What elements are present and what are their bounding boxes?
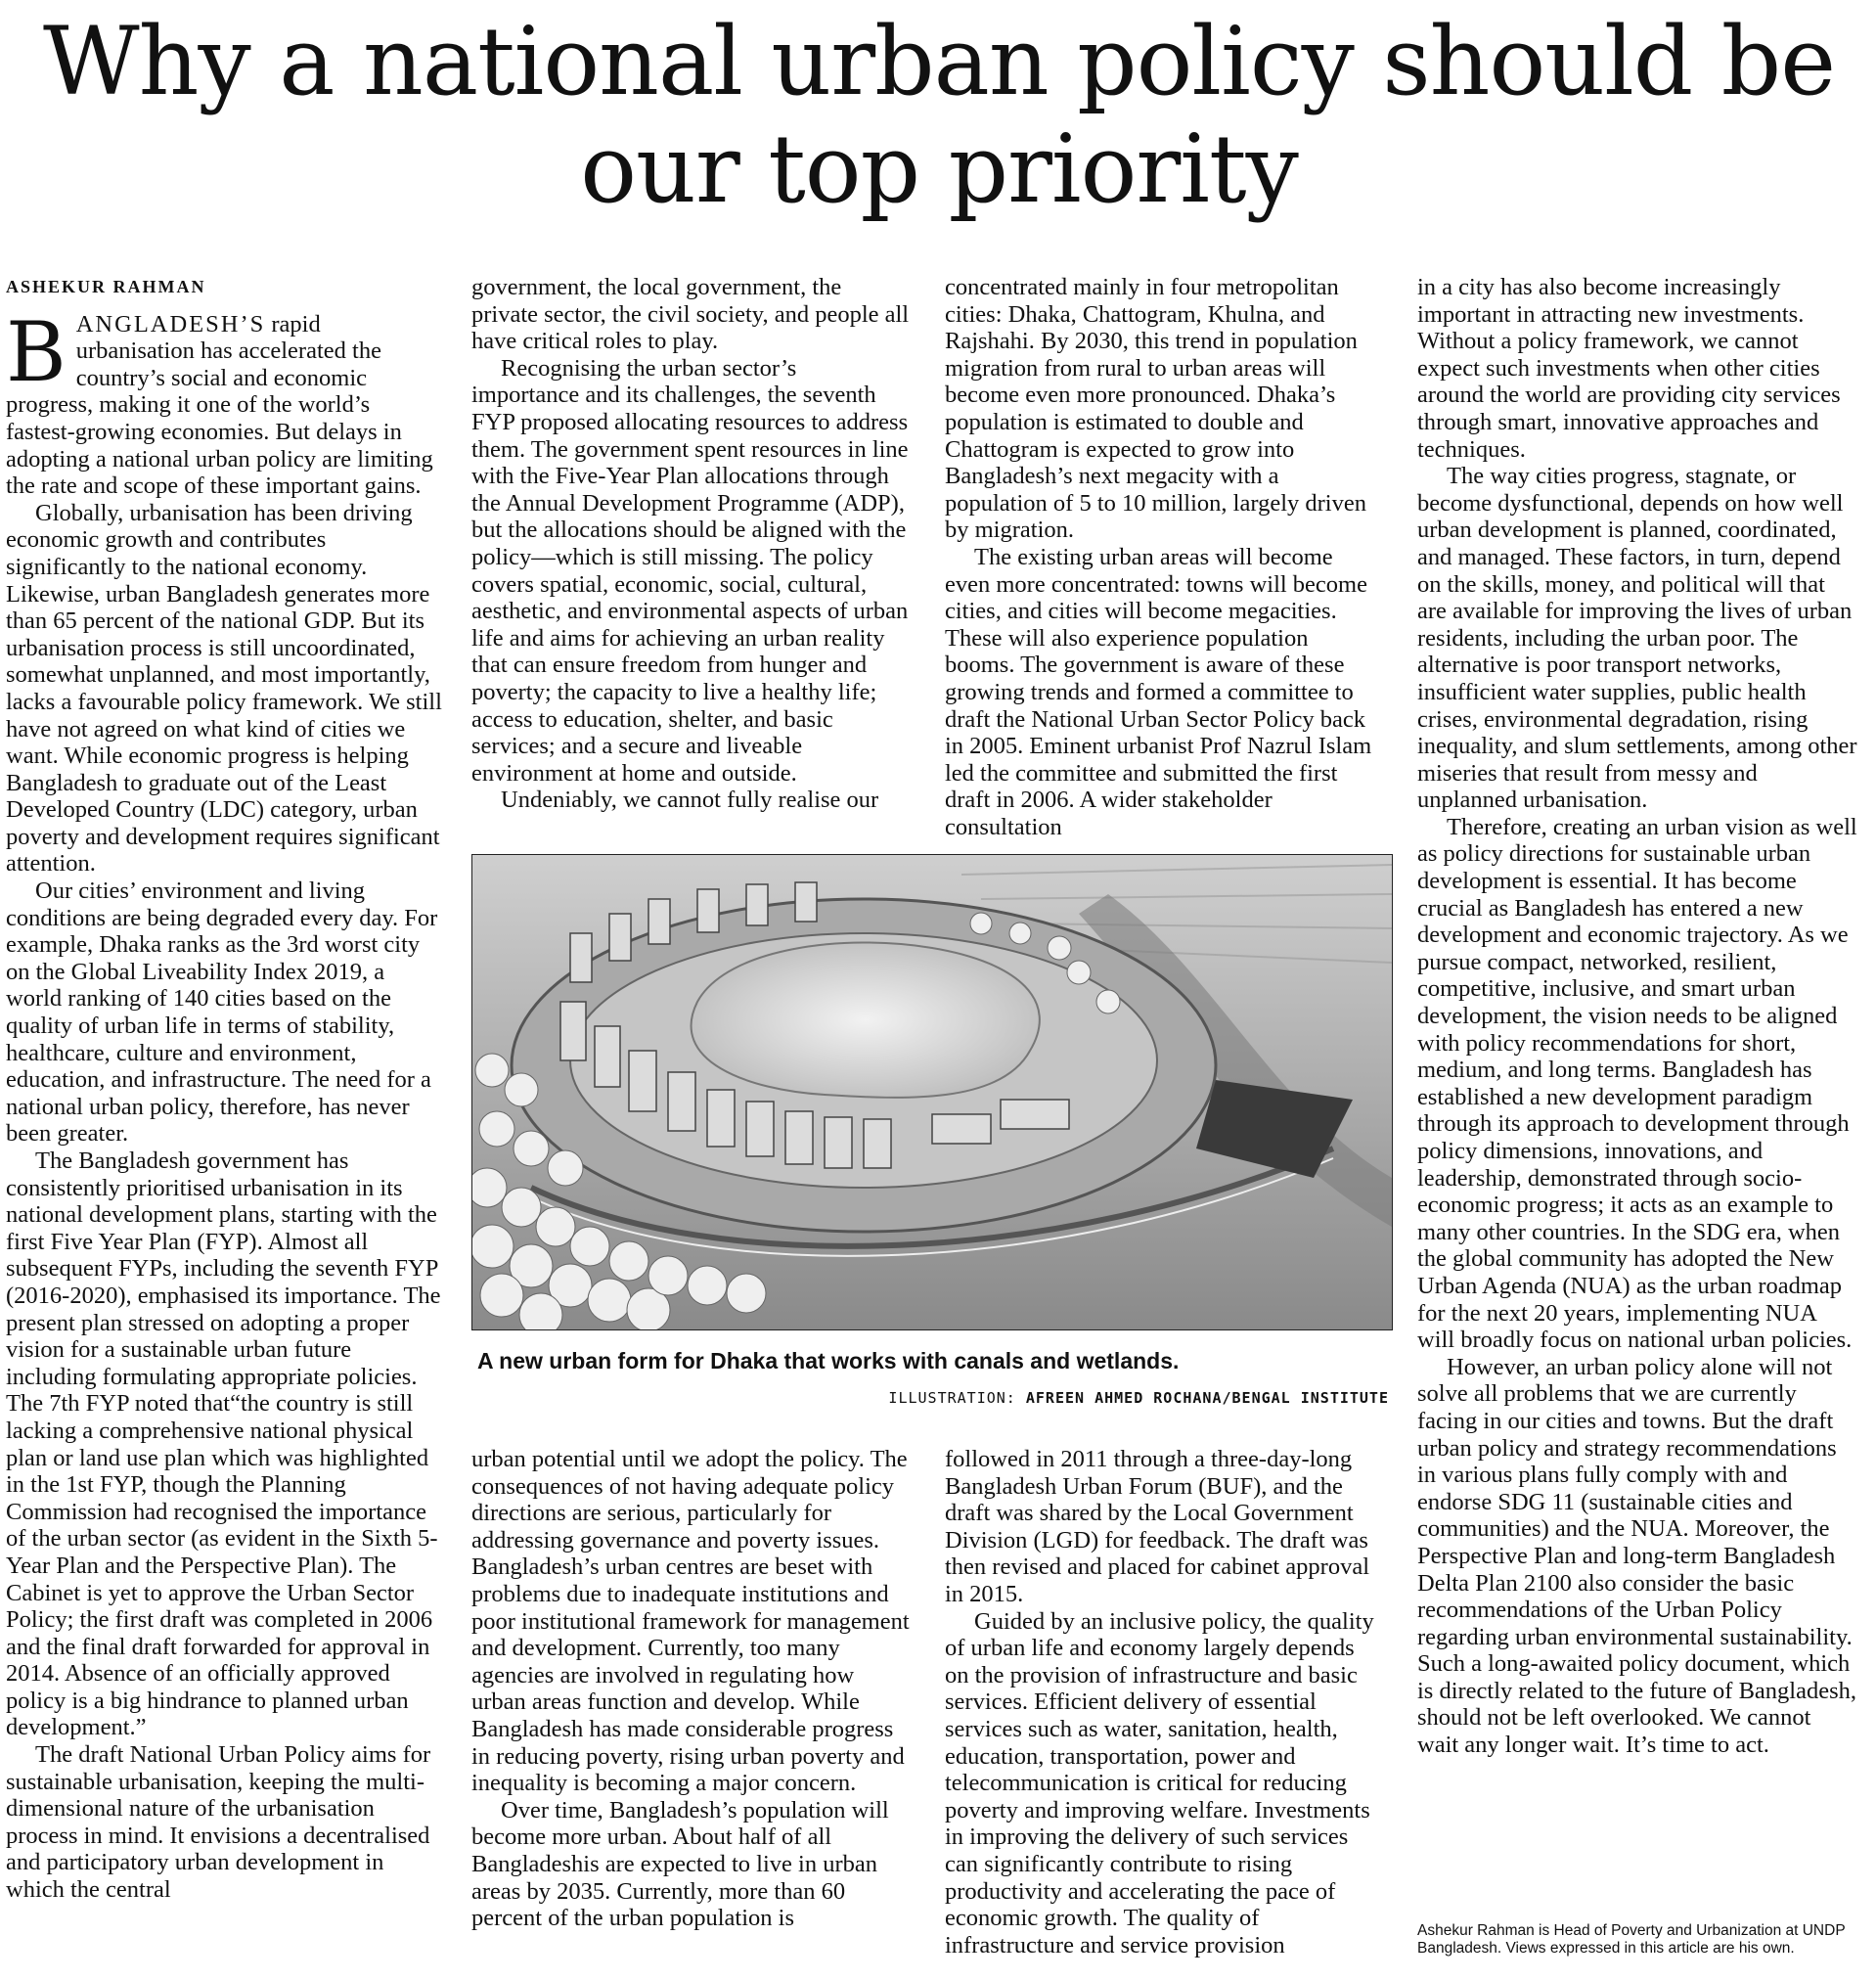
paragraph: Therefore, creating an urban vision as well as policy directions for sustainable urban development is essential. It has become crucial as Bangladesh has entered a new development and economic trajectory. As we pursue compact, networked, resilient, competitive, inclusive, and smart urban development, the vision needs to be aligned with policy recommendations for short, medium, and long terms. Bangladesh has established a new development paradigm through its approach to development through policy dimensions, innovations, and leadership, demonstrated through socio-economic progress; it acts as an example to many other countries. In the SDG era, when the global community has adopted the New Urban Agenda (NUA) as the urban roadmap for the next 20 years, implementing NUA will broadly focus on national urban policies. xyxy=(1417,813,1857,1354)
figure-credit xyxy=(471,1389,1389,1407)
paragraph: Over time, Bangladesh’s population will become more urban. About half of all Bangladeshis are expected to live in urban areas by 2035. Currently, more than 60 percent of the urban population is xyxy=(471,1796,889,1932)
byline: ASHEKUR RAHMAN xyxy=(6,277,206,296)
headline: Why a national urban policy should be our top priority xyxy=(43,7,1835,224)
paragraph: Recognising the urban sector’s importance and its challenges, the seventh FYP proposed allocating resources to address them. The government spent resources in line with the Five-Year Plan allocations through the Annual Development Programme (ADP), but the allocations should be aligned with the policy—which is still missing. The policy covers spatial, economic, social, cultural, aesthetic, and environmental aspects of urban life and aims for achieving an urban reality that can ensure freedom from hunger and poverty; the capacity to live a healthy life; access to education, shelter, and basic services; and a secure and liveable environment at home and outside. xyxy=(471,354,909,787)
paragraph: in a city has also become increasingly important in attracting new investments. Without a policy framework, we cannot expect such investments when other cities around the world are providing city services through smart, innovative approaches and techniques. xyxy=(1417,274,1841,463)
paragraph: Our cities’ environment and living conditions are being degraded every day. For example, Dhaka ranks as the 3rd worst city on the Global Liveability Index 2019, a world ranking of 140 cities based on the quality of urban life in terms of stability, healthcare, culture and environment, education, and infrastructure. The need for a national urban policy, therefore, has never been greater. xyxy=(6,878,438,1148)
lead-caps: ANGLADESH’S xyxy=(75,310,266,338)
paragraph: Undeniably, we cannot fully realise our xyxy=(501,787,879,814)
paragraph: Globally, urbanisation has been driving economic growth and contributes significantly to the national economy. Likewise, urban Bangladesh generates more than 65 percent of the national GDP. But its urbanisation process is still uncoordinated, somewhat unplanned, and most importantly, lacks a favourable policy framework. We still have not agreed on what kind of cities we want. While economic progress is helping Bangladesh to graduate out of the Least Developed Country (LDC) category, urban poverty and development requires significant attention. xyxy=(6,499,442,878)
paragraph: followed in 2011 through a three-day-long Bangladesh Urban Forum (BUF), and the draft was shared by the Local Government Division (LGD) for feedback. The draft was then revised and placed for cabinet approval in 2015. xyxy=(945,1446,1370,1607)
credit-label: ILLUSTRATION: xyxy=(888,1389,1026,1407)
article-column-2-continued xyxy=(471,1446,910,1932)
author-footnote: Ashekur Rahman is Head of Poverty and Urbanization at UNDP Bangladesh. Views expressed in this article are his own. xyxy=(1417,1922,1846,1957)
paragraph: However, an urban policy alone will not solve all problems that we are currently facing in our cities and towns. But the draft urban policy and strategy recommendations in various plans fully comply with and endorse SDG 11 (sustainable cities and communities) and the NUA. Moreover, the Perspective Plan and long-term Bangladesh Delta Plan 2100 also consider the basic recommendations of the Urban Policy regarding urban environmental sustainability. Such a long-awaited policy document, which is directly related to the future of Bangladesh, should not be left overlooked. We cannot wait any longer wait. It’s time to act. xyxy=(1417,1353,1857,1759)
paragraph: The way cities progress, stagnate, or become dysfunctional, depends on how well urban development is planned, coordinated, and managed. These factors, in turn, depend on the skills, money, and political will that are available for improving the lives of urban residents, including the urban poor. The alternative is poor transport networks, insufficient water supplies, public health crises, environmental degradation, rising inequality, and slum settlements, among other miseries that result from messy and unplanned urbanisation. xyxy=(1417,463,1857,814)
urban-illustration xyxy=(471,854,1393,1330)
article-column-3 xyxy=(945,274,1383,840)
article-column-1 xyxy=(6,274,444,1904)
paragraph: The existing urban areas will become even more concentrated: towns will become cities, and cities will become megacities. These will also experience population booms. The government is aware of these growing trends and formed a committee to draft the National Urban Sector Policy back in 2005. Eminent urbanist Prof Nazrul Islam led the committee and submitted the first draft in 2006. A wider stakeholder consultation xyxy=(945,543,1372,840)
credit-name: AFREEN AHMED ROCHANA/BENGAL INSTITUTE xyxy=(1025,1389,1389,1407)
paragraph: The draft National Urban Policy aims for sustainable urbanisation, keeping the multi-dimensional nature of the urbanisation process in mind. It envisions a decentralised and participatory urban development in which the central xyxy=(6,1741,431,1904)
figure-caption: A new urban form for Dhaka that works with canals and wetlands. xyxy=(477,1348,1180,1373)
paragraph: The Bangladesh government has consistently prioritised urbanisation in its national development plans, starting with the first Five Year Plan (FYP). Almost all subsequent FYPs, including the seventh FYP (2016-2020), emphasised its importance. The present plan stressed on adopting a proper vision for a sustainable urban future including formulating appropriate policies. The 7th FYP noted that“the country is still lacking a comprehensive national physical plan or land use plan which was highlighted in the 1st FYP, though the Planning Commission had recognised the importance of the urban sector (as evident in the Sixth 5-Year Plan and the Perspective Plan). The Cabinet is yet to approve the Urban Sector Policy; the first draft was completed in 2006 and the final draft forwarded for approval in 2014. Absence of an officially approved policy is a big hindrance to planned urban development.” xyxy=(6,1148,441,1741)
paragraph: government, the local government, the private sector, the civil society, and people all have critical roles to play. xyxy=(471,274,910,355)
drop-cap: B xyxy=(6,303,67,400)
paragraph: Guided by an inclusive policy, the quality of urban life and economy largely depends on the provision of infrastructure and basic services. Efficient delivery of essential services such as water, sanitation, health, education, transportation, power and telecommunication is critical for reducing poverty and improving welfare. Investments in improving the delivery of such services can significantly contribute to rising productivity and accelerating the pace of economic growth. The quality of infrastructure and service provision xyxy=(945,1607,1374,1958)
paragraph: urban potential until we adopt the policy. The consequences of not having adequate policy directions are serious, particularly for addressing governance and poverty issues. Bangladesh’s urban centres are beset with problems due to inadequate institutions and poor institutional framework for management and development. Currently, too many agencies are involved in regulating how urban areas function and develop. While Bangladesh has made considerable progress in reducing poverty, rising urban poverty and inequality is becoming a major concern. xyxy=(471,1446,910,1797)
article-column-4 xyxy=(1417,274,1857,1759)
article-column-3-continued xyxy=(945,1446,1383,1958)
illustration-drawing xyxy=(472,855,1392,1329)
paragraph: concentrated mainly in four metropolitan cities: Dhaka, Chattogram, Khulna, and Rajshahi. By 2030, this trend in population migration from rural to urban areas will become even more pronounced. Dhaka’s population is estimated to double and Chattogram is expected to grow into Bangladesh’s next megacity with a population of 5 to 10 million, largely driven by migration. xyxy=(945,274,1366,544)
article-column-2 xyxy=(471,274,910,814)
lead-text: rapid urbanisation has accelerated the country’s social and economic progress, making it one of the world’s fastest-growing economies. But delays in adopting a national urban policy are limiting the rate and scope of these important gains. xyxy=(6,310,433,500)
lead-paragraph xyxy=(6,303,444,500)
